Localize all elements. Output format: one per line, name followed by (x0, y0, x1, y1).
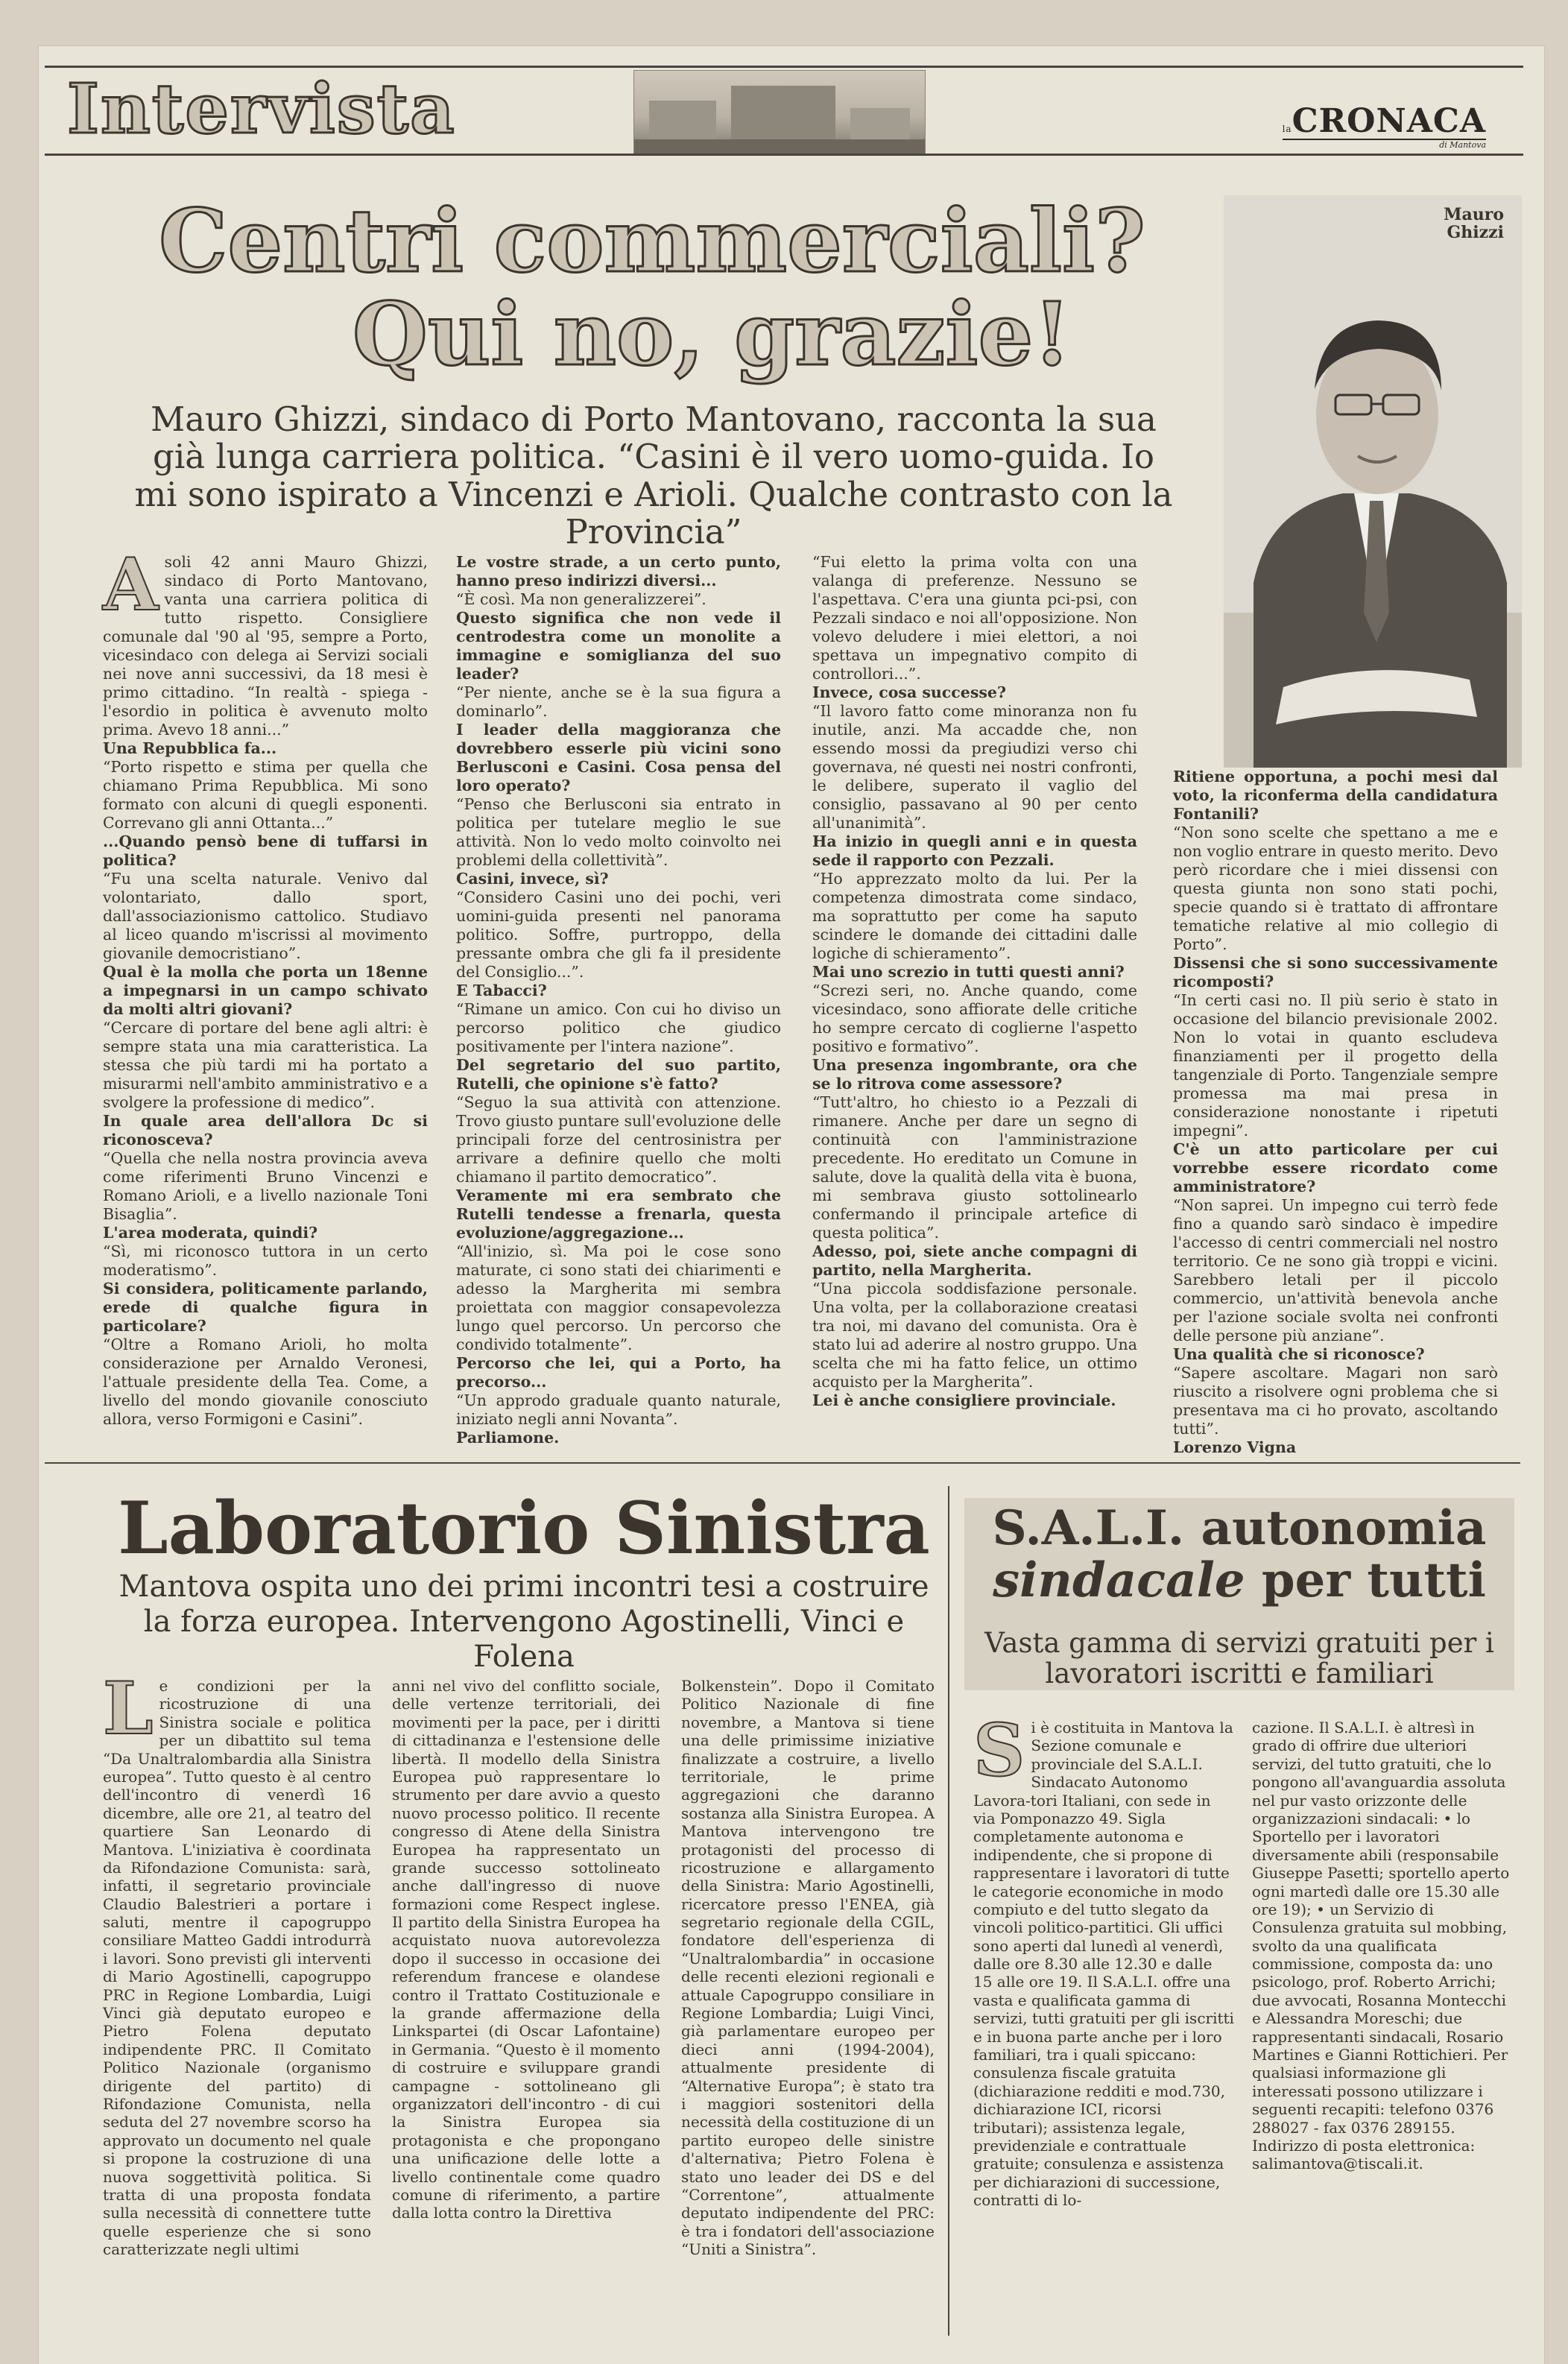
answer-text: “Tutt'altro, ho chiesto io a Pezzali di rimanere. Anche per dare un segno di continuità con l'amministrazione precedente. Ho ereditato un Comune in salute, dove la qualità della vita è buona, mi sembrava giusto sottolinearlo confermando il principale artefice di questa politica”. (812, 1093, 1137, 1242)
question-text: E Tabacci? (456, 982, 547, 999)
header-bottom-rule (45, 154, 1523, 156)
answer-text: “Non sono scelte che spettano a me e non voglio entrare in questo merito. Devo però ricordare che i miei dissensi con questa giunta non sono stati pochi, specie quando si è trattato di affrontare tematiche relative al mio collegio di Porto”. (1173, 824, 1498, 953)
answer-text: “Penso che Berlusconi sia entrato in politica per tutelare meglio le sue attività. Non lo vedo molto coinvolto nei problemi della collettività”. (456, 795, 781, 869)
answer-text: “Considero Casini uno dei pochi, veri uomini-guida presenti nel panorama politico. Soffre, purtroppo, della pressante ombra che gli fa il presidente del Consiglio...”. (456, 888, 781, 981)
answer-text: “Quella che nella nostra provincia aveva come riferimenti Bruno Vincenzi e Romano Arioli, e a livello nazionale Toni Bisaglia”. (103, 1149, 428, 1223)
laboratorio-title: Laboratorio Sinistra (118, 1486, 930, 1570)
answer-text: “All'inizio, sì. Ma poi le cose sono maturate, ci sono stati dei chiarimenti e adesso la Margherita mi sembra proiettata con maggior consapevolezza lungo quel percorso. Un percorso che condivido totalmente”. (456, 1242, 781, 1353)
answer (103, 1149, 428, 1224)
answer-text: “Sì, mi riconosco tuttora in un certo moderatismo”. (103, 1242, 428, 1279)
question (103, 832, 428, 870)
question-text: Adesso, poi, siete anche compagni di partito, nella Margherita. (812, 1242, 1137, 1279)
answer (103, 1019, 428, 1112)
answer-text: “Un approdo graduale quanto naturale, iniziato negli anni Novanta”. (456, 1391, 781, 1428)
answer (812, 982, 1137, 1056)
sali-dropcap: S (973, 1708, 1025, 1792)
question (456, 1186, 781, 1242)
answer (456, 1093, 781, 1186)
question (812, 1391, 1137, 1410)
question (103, 963, 428, 1019)
question-text: In quale area dell'allora Dc si riconosceva? (103, 1112, 428, 1148)
answer-text: “Il lavoro fatto come minoranza non fu inutile, anzi. Ma accadde che, non essendo mossi da pregiudizi verso chi governava, né questi nei nostri confronti, le delibere, superato il vaglio del consiglio, passavano al 90 per cento all'unanimità”. (812, 702, 1137, 832)
question-text: C'è un atto particolare per cui vorrebbe essere ricordato come amministratore? (1173, 1140, 1498, 1195)
answer-text: “Fui eletto la prima volta con una valanga di preferenze. Nessuno se l'aspettava. C'era una giunta pci-psi, con Pezzali sindaco e noi all'opposizione. Non volevo deludere i miei elettori, a noi spettava un impegnativo compito di controllori...”. (812, 553, 1137, 683)
question (1173, 1140, 1498, 1196)
sali-col2-text: cazione. Il S.A.L.I. è altresì in grado di offrire due ulteriori servizi, del tutto gratuiti, che lo pongono all'avanguardia assoluta nel pur vasto orizzonte delle organizzazioni sindacali: • lo Sportello per i lavoratori diversamente abili (responsabile Giuseppe Pasetti; sportello aperto ogni martedì dalle ore 15.30 alle ore 19); • un Servizio di Consulenza gratuita sul mobbing, svolto da una qualificata commissione, composta da: uno psicologo, prof. Roberto Arrichi; due avvocati, Rosanna Montecchi e Alessandra Moreschi; due rappresentanti sindacali, Rosario Martines e Gianni Rottichieri. Per qualsiasi informazione gli interessati possono utilizzare i seguenti recapiti: telefono 0376 288027 - fax 0376 289155. Indirizzo di posta elettronica: salimantova@tiscali.it. (1252, 1719, 1510, 2173)
question (103, 1112, 428, 1149)
answer-text: soli 42 anni Mauro Ghizzi, sindaco di Porto Mantovano, vanta una carriera politica di tutto rispetto. Consigliere comunale dal '90 al '95, sempre a Porto, vicesindaco con delega ai Servizi sociali nei nove anni successivi, da 18 mesi è primo cittadino. “In realtà - spiega - l'esordio in politica è avvenuto molto prima. Avevo 18 anni...” (103, 553, 428, 739)
question (456, 870, 781, 888)
headline-line-1: Centri commerciali? (159, 191, 1145, 292)
laboratorio-column-3 (681, 1677, 935, 2259)
sali-column-2 (1252, 1719, 1514, 2173)
question-text: Del segretario del suo partito, Rutelli, che opinione s'è fatto? (456, 1056, 781, 1093)
interview-column-3 (812, 553, 1137, 1410)
question-text: I leader della maggioranza che dovrebbero esserle più vicini sono Berlusconi e Casini. Cosa pensa del loro operato? (456, 721, 781, 794)
answer-text: “Una piccola soddisfazione personale. Una volta, per la collaborazione creatasi tra noi, mi davano del comunista. Ora è stato lui ad aderire al nostro gruppo. Una scelta che mi ha fatto felice, un ottimo acquisto per la Margherita”. (812, 1280, 1137, 1391)
sali-title-line-1: S.A.L.I. autonomia (992, 1500, 1487, 1556)
question-text: Invece, cosa successe? (812, 683, 1006, 701)
question (103, 1280, 428, 1336)
answer-text: “Oltre a Romano Arioli, ho molta considerazione per Arnaldo Veronesi, l'attuale presidente della Tea. Come, a livello del mondo giovanile conosciuto allora, verso Formigoni e Casini”. (103, 1336, 428, 1428)
photo-caption: Mauro Ghizzi (1444, 205, 1504, 243)
answer (1173, 824, 1498, 954)
sali-deck: Vasta gamma di servizi gratuiti per i lavoratori iscritti e familiari (984, 1627, 1494, 1690)
question (1173, 1345, 1498, 1364)
question-text: Lei è anche consigliere provinciale. (812, 1391, 1116, 1409)
question-text: Mai uno screzio in tutti questi anni? (812, 963, 1125, 981)
header-top-rule (45, 66, 1523, 68)
answer (456, 795, 781, 870)
logo-prefix: la (1282, 124, 1292, 134)
author-signature: Lorenzo Vigna (1173, 1438, 1297, 1456)
question-text: Le vostre strade, a un certo punto, hanno preso indirizzi diversi... (456, 553, 781, 590)
question-text: Si considera, politicamente parlando, erede di qualche figura in particolare? (103, 1280, 428, 1335)
answer-text: “Per niente, anche se è la sua figura a dominarlo”. (456, 683, 781, 720)
interview-column-2 (456, 553, 781, 1447)
laboratorio-col3-text: Bolkenstein”. Dopo il Comitato Politico Nazionale di fine novembre, a Mantova si tiene una delle primissime iniziative finalizzate a costruire, a livello territoriale, le prime aggregazioni che daranno sostanza alla Sinistra Europea. A Mantova intervengono tre protagonisti del processo di ricostruzione e allargamento della Sinistra: Mario Agostinelli, ricercatore presso l'ENEA, già segretario regionale della CGIL, fondatore dell'esperienza di “Unaltralombardia” in occasione delle recenti elezioni regionali e attuale Capogruppo consiliare in Regione Lombardia; Luigi Vinci, già parlamentare europeo per dieci anni (1994-2004), attualmente presidente di “Alternative Europa”; è stato tra i maggiori sostenitori della necessità della costituzione di un partito europeo delle sinistre d'alternativa; Pietro Folena è stato uno leader dei DS e del “Correntone”, attualmente deputato indipendente del PRC: è tra i fondatori dell'associazione “Uniti a Sinistra”. (681, 1677, 935, 2259)
question (456, 1056, 781, 1093)
logo-main: CRONACA (1292, 102, 1486, 140)
question (812, 1242, 1137, 1280)
interview-column-1 (103, 543, 428, 1429)
question-text: Una Repubblica fa... (103, 739, 277, 757)
sali-divider (948, 1486, 949, 2336)
answer-text: “Rimane un amico. Con cui ho diviso un percorso politico che giudico positivamente per l'intera nazione”. (456, 1000, 781, 1055)
answer-text: “Non saprei. Un impegno cui terrò fede fino a quando sarò sindaco è impedire l'accesso di centri commerciali nel nostro territorio. Ce ne sono già troppi e vicini. Sarebbero letali per il piccolo commercio, un'attività benevola anche per l'azione sociale svolta nei confronti delle persone più anziane”. (1173, 1196, 1498, 1344)
question (456, 1354, 781, 1391)
answer-text: “Sapere ascoltare. Magari non sarò riuscito a risolvere ogni problema che si presentava ma ci ho provato, ascoltando tutti”. (1173, 1364, 1498, 1438)
answer-text: “Cercare di portare del bene agli altri: è sempre stata una mia caratteristica. La stessa che più tardi mi ha portato a misurarmi nell'ambito amministrativo e a svolgere la professione di medico”. (103, 1019, 428, 1111)
question (1173, 954, 1498, 991)
answer (812, 702, 1137, 832)
laboratorio-col1-text: e condizioni per la ricostruzione di una Sinistra sociale e politica per un dibattito sul tema “Da Unaltralombardia alla Sinistra europea”. Tutto questo è al centro dell'incontro di venerdì 16 dicembre, alle ore 21, al teatro del quartiere San Leonardo di Mantova. L'iniziativa è coordinata da Rifondazione Comunista: sarà, infatti, il segretario provinciale Claudio Balestrieri a portare i saluti, mentre il capogruppo consiliare Matteo Gaddi introdurrà i lavori. Sono previsti gli interventi di Mario Agostinelli, capogruppo PRC in Regione Lombardia, Luigi Vinci già deputato europeo e Pietro Folena deputato indipendente PRC. Il Comitato Politico Nazionale (organismo dirigente del partito) di Rifondazione Comunista, nella seduta del 27 novembre scorso ha approvato un documento nel quale si propone la costruzione di una nuova soggettività politica. Si tratta di una proposta fondata sulla necessità di connettere tutte quelle esperienze che si sono caratterizzate negli ultimi (103, 1677, 371, 2259)
answer-text: “In certi casi no. Il più serio è stato in occasione del bilancio previsionale 2002. Non lo votai in quanto escludeva finanziamenti per il progetto della tangenziale di Porto. Tangenziale sempre promessa ma mai presa in considerazione nonostante i ripetuti impegni”. (1173, 991, 1498, 1140)
answer-text: “Fu una scelta naturale. Venivo dal volontariato, dallo sport, dall'associazionismo cattolico. Studiavo al liceo quando m'iscrissi al movimento giovanile democristiano”. (103, 870, 428, 962)
question-text: Qual è la molla che porta un 18enne a impegnarsi in un campo schivato da molti altri giovani? (103, 963, 428, 1018)
answer-text: “Porto rispetto e stima per quella che chiamano Prima Repubblica. Mi sono formato con alcuni di quegli esponenti. Correvano gli anni Ottanta...” (103, 758, 428, 832)
answer (103, 758, 428, 832)
answer (812, 1280, 1137, 1391)
sali-title (964, 1502, 1514, 1608)
logo-sub: di Mantova (1439, 140, 1486, 151)
laboratorio-col2-text: anni nel vivo del conflitto sociale, delle vertenze territoriali, dei movimenti per la pace, per i diritti di cittadinanza e l'estensione delle libertà. Il modello della Sinistra Europea può rappresentare lo strumento per dare avvio a questo nuovo processo politico. Il recente congresso di Atene della Sinistra Europea ha rappresentato un grande successo sottolineato anche dall'ingresso di nuove formazioni come Respect inglese. Il partito della Sinistra Europea ha acquistato nuova autorevolezza dopo il successo in occasione dei referendum francese e olandese contro il Trattato Costituzionale e la grande affermazione della Linkspartei (di Oscar Lafontaine) in Germania. “Questo è il momento di costruire e sviluppare grandi campagne - sottolineano gli organizzatori dell'incontro - di cui la Sinistra Europea sia protagonista e che propongano una unificazione delle lotte a livello continentale come quadro comune di riferimento, a partire dalla lotta contro la Direttiva (392, 1677, 660, 2222)
answer (456, 1000, 781, 1056)
laboratorio-column-2 (392, 1677, 660, 2222)
question (456, 609, 781, 683)
answer-text: “Screzi seri, no. Anche quando, come vicesindaco, sono affiorate delle critiche ho sempre cercato di coglierne l'aspetto positivo e formativo”. (812, 982, 1137, 1055)
question (812, 832, 1137, 870)
answer (1173, 991, 1498, 1140)
answer (812, 1093, 1137, 1242)
interview-dropcap: A (103, 543, 159, 627)
newspaper-logo (1283, 104, 1486, 150)
question-text: Una qualità che si riconosce? (1173, 1345, 1425, 1363)
answer (812, 553, 1137, 683)
question-text: Casini, invece, sì? (456, 870, 609, 888)
answer (456, 1242, 781, 1354)
answer (456, 888, 781, 982)
sali-title-italic: sindacale (993, 1552, 1245, 1609)
question-text: Ritiene opportuna, a pochi mesi dal voto, la riconferma della candidatura Fontanili? (1173, 768, 1498, 823)
question-text: Una presenza ingombrante, ora che se lo ritrova come assessore? (812, 1056, 1137, 1093)
section-divider (45, 1462, 1520, 1464)
question (456, 982, 781, 1000)
answer (103, 870, 428, 963)
answer (1173, 1364, 1498, 1438)
question (1173, 768, 1498, 824)
question-text: Parliamone. (456, 1429, 560, 1447)
laboratorio-dropcap: L (103, 1666, 154, 1751)
answer (812, 870, 1137, 963)
answer (456, 683, 781, 721)
answer (1173, 1196, 1498, 1345)
sali-title-rest: per tutti (1261, 1552, 1486, 1609)
answer-text: “È così. Ma non generalizzerei”. (456, 590, 706, 608)
question (812, 963, 1137, 982)
interview-headline (104, 191, 1200, 386)
sali-col1-text: i è costituita in Mantova la Sezione comunale e provinciale del S.A.L.I. Sindacato Autonomo Lavora-tori Italiani, con sede in via Pomponazzo 49. Sigla completamente autonoma e indipendente, che si propone di rappresentare i lavoratori di tutte le categorie economiche in modo compiuto e del tutto slegato da vincoli politico-partitici. Gli uffici sono aperti dal lunedì al venerdì, dalle ore 8.30 alle 12.30 e dalle 15 alle ore 19. Il S.A.L.I. offre una vasta e qualificata gamma di servizi, tutti gratuiti per gli iscritti e in buona parte anche per i loro familiari, tra i quali spiccano: consulenza fiscale gratuita (dichiarazione redditi e mod.730, dichiarazione ICI, ricorsi tributari); assistenza legale, previdenziale e contrattuale gratuite; consulenza e assistenza per dichiarazioni di successione, contratti di lo- (973, 1719, 1234, 2210)
answer (456, 590, 781, 609)
answer (103, 543, 428, 739)
header-photo (633, 70, 926, 155)
laboratorio-deck: Mantova ospita uno dei primi incontri tesi a costruire la forza europea. Intervengono Agostinelli, Vinci e Folena (118, 1570, 929, 1675)
interview-column-4 (1173, 768, 1498, 1457)
answer-text: “Seguo la sua attività con attenzione. Trovo giusto puntare sull'evoluzione delle principali forze del centrosinistra per arrivare a definire quello che molti chiamano il partito democratico”. (456, 1093, 781, 1186)
interview-deck: Mauro Ghizzi, sindaco di Porto Mantovano, racconta la sua già lunga carriera politica. “Casini è il vero uomo-guida. Io mi sono ispirato a Vincenzi e Arioli. Qualche contrasto con la Provincia” (134, 399, 1173, 552)
question (812, 1056, 1137, 1093)
question (103, 739, 428, 758)
question-text: Questo significa che non vede il centrodestra come un monolite a immagine e somiglianza del suo leader? (456, 609, 781, 683)
answer (456, 1391, 781, 1429)
answer (103, 1336, 428, 1429)
answer (103, 1242, 428, 1280)
question-text: Dissensi che si sono successivamente ricomposti? (1173, 954, 1498, 990)
question-text: Percorso che lei, qui a Porto, ha precorso... (456, 1354, 781, 1391)
answer-text: “Ho apprezzato molto da lui. Per la competenza dimostrata come sindaco, ma soprattutto per come ha saputo scindere le domande dei cittadini dalle logiche di schieramento”. (812, 870, 1137, 962)
headline-line-2: Qui no, grazie! (352, 284, 1072, 386)
sali-column-1 (973, 1708, 1236, 2210)
question (812, 683, 1137, 702)
question-text: Ha inizio in quegli anni e in questa sede il rapporto con Pezzali. (812, 832, 1137, 869)
question-text: Veramente mi era sembrato che Rutelli tendesse a frenarla, questa evoluzione/aggregazione... (456, 1186, 781, 1242)
question-text: L'area moderata, quindi? (103, 1224, 318, 1242)
question (456, 553, 781, 590)
section-title: Intervista (67, 69, 456, 149)
portrait-illustration (1224, 195, 1522, 768)
question-text: ...Quando pensò bene di tuffarsi in politica? (103, 832, 428, 869)
laboratorio-column-1 (103, 1666, 371, 2259)
question (103, 1224, 428, 1242)
portrait-photo (1224, 195, 1522, 768)
question (456, 721, 781, 795)
question (456, 1429, 781, 1447)
